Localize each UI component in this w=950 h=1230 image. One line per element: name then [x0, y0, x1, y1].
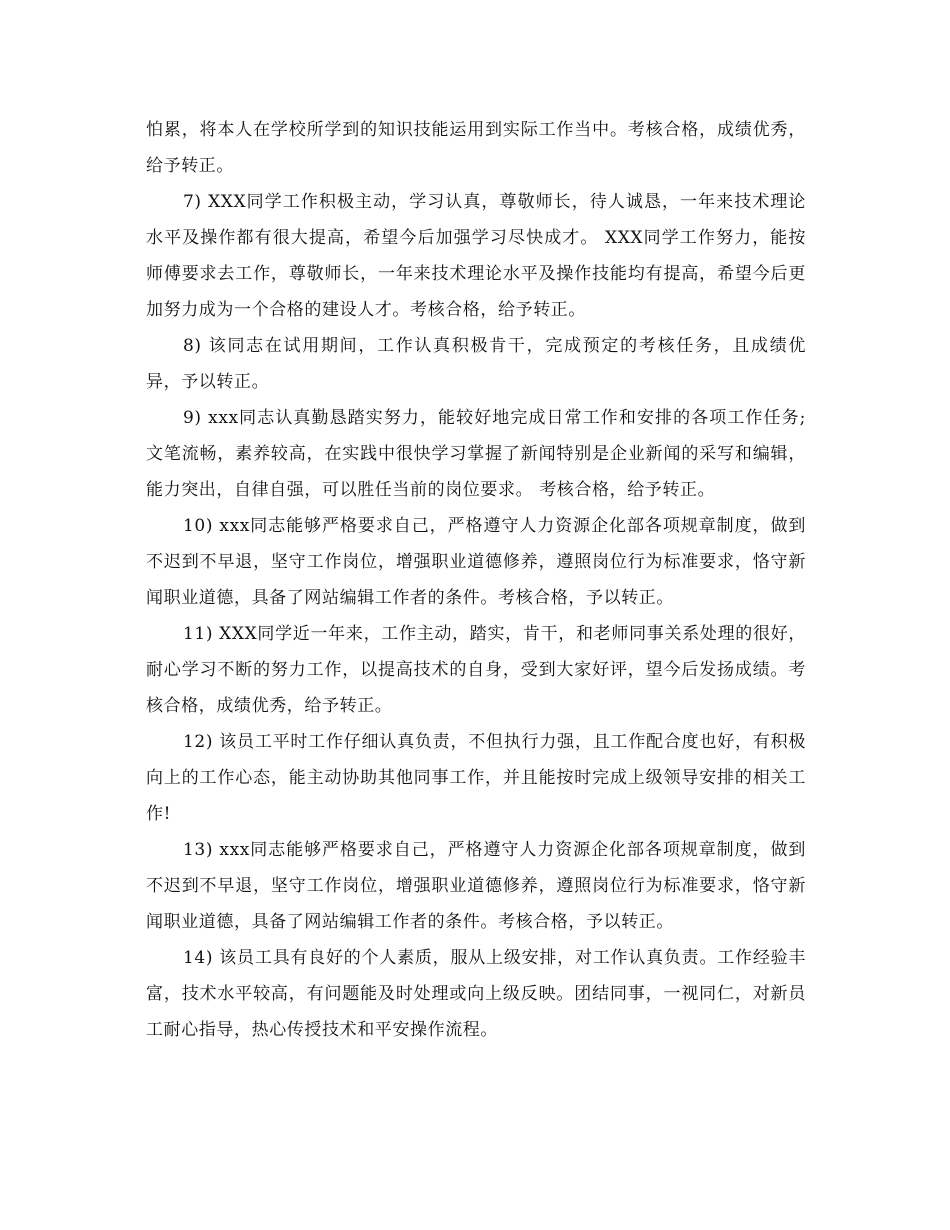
paragraph-continuation: 怕累，将本人在学校所学到的知识技能运用到实际工作当中。考核合格，成绩优秀，给予转正。 — [146, 120, 806, 176]
paragraph-item-11: 11) XXX同学近一年来，工作主动，踏实，肯干，和老师同事关系处理的很好，耐心学习不断的努力工作，以提高技术的自身，受到大家好评，望今后发扬成绩。考核合格，成绩优秀，给予转正。 — [146, 624, 806, 716]
paragraph-item-14: 14) 该员工具有良好的个人素质，服从上级安排，对工作认真负责。工作经验丰富，技术水平较高，有问题能及时处理或向上级反映。团结同事，一视同仁，对新员工耐心指导，热心传授技术和平安操作流程。 — [146, 948, 806, 1040]
paragraph-item-13: 13) xxx同志能够严格要求自己，严格遵守人力资源企化部各项规章制度，做到不迟到不早退，坚守工作岗位，增强职业道德修养，遵照岗位行为标准要求，恪守新闻职业道德，具备了网站编辑工作者的条件。考核合格，予以转正。 — [146, 840, 806, 932]
paragraph-item-12: 12) 该员工平时工作仔细认真负责，不但执行力强，且工作配合度也好，有积极向上的工作心态，能主动协助其他同事工作，并且能按时完成上级领导安排的相关工作! — [146, 732, 806, 824]
paragraph-item-9: 9) xxx同志认真勤恳踏实努力，能较好地完成日常工作和安排的各项工作任务;文笔流畅，素养较高，在实践中很快学习掌握了新闻特别是企业新闻的采写和编辑，能力突出，自律自强，可以胜任当前的岗位要求。 考核合格，给予转正。 — [146, 408, 806, 500]
paragraph-item-10: 10) xxx同志能够严格要求自己，严格遵守人力资源企化部各项规章制度，做到不迟到不早退，坚守工作岗位，增强职业道德修养，遵照岗位行为标准要求，恪守新闻职业道德，具备了网站编辑工作者的条件。考核合格，予以转正。 — [146, 516, 806, 608]
document-page — [146, 112, 806, 1048]
paragraph-item-8: 8) 该同志在试用期间，工作认真积极肯干，完成预定的考核任务，且成绩优异，予以转正。 — [146, 336, 806, 392]
paragraph-item-7: 7) XXX同学工作积极主动，学习认真，尊敬师长，待人诚恳，一年来技术理论水平及操作都有很大提高，希望今后加强学习尽快成才。 XXX同学工作努力，能按师傅要求去工作，尊敬师长，一年来技术理论水平及操作技能均有提高，希望今后更加努力成为一个合格的建设人才。考核合格，给予转正。 — [146, 192, 806, 320]
